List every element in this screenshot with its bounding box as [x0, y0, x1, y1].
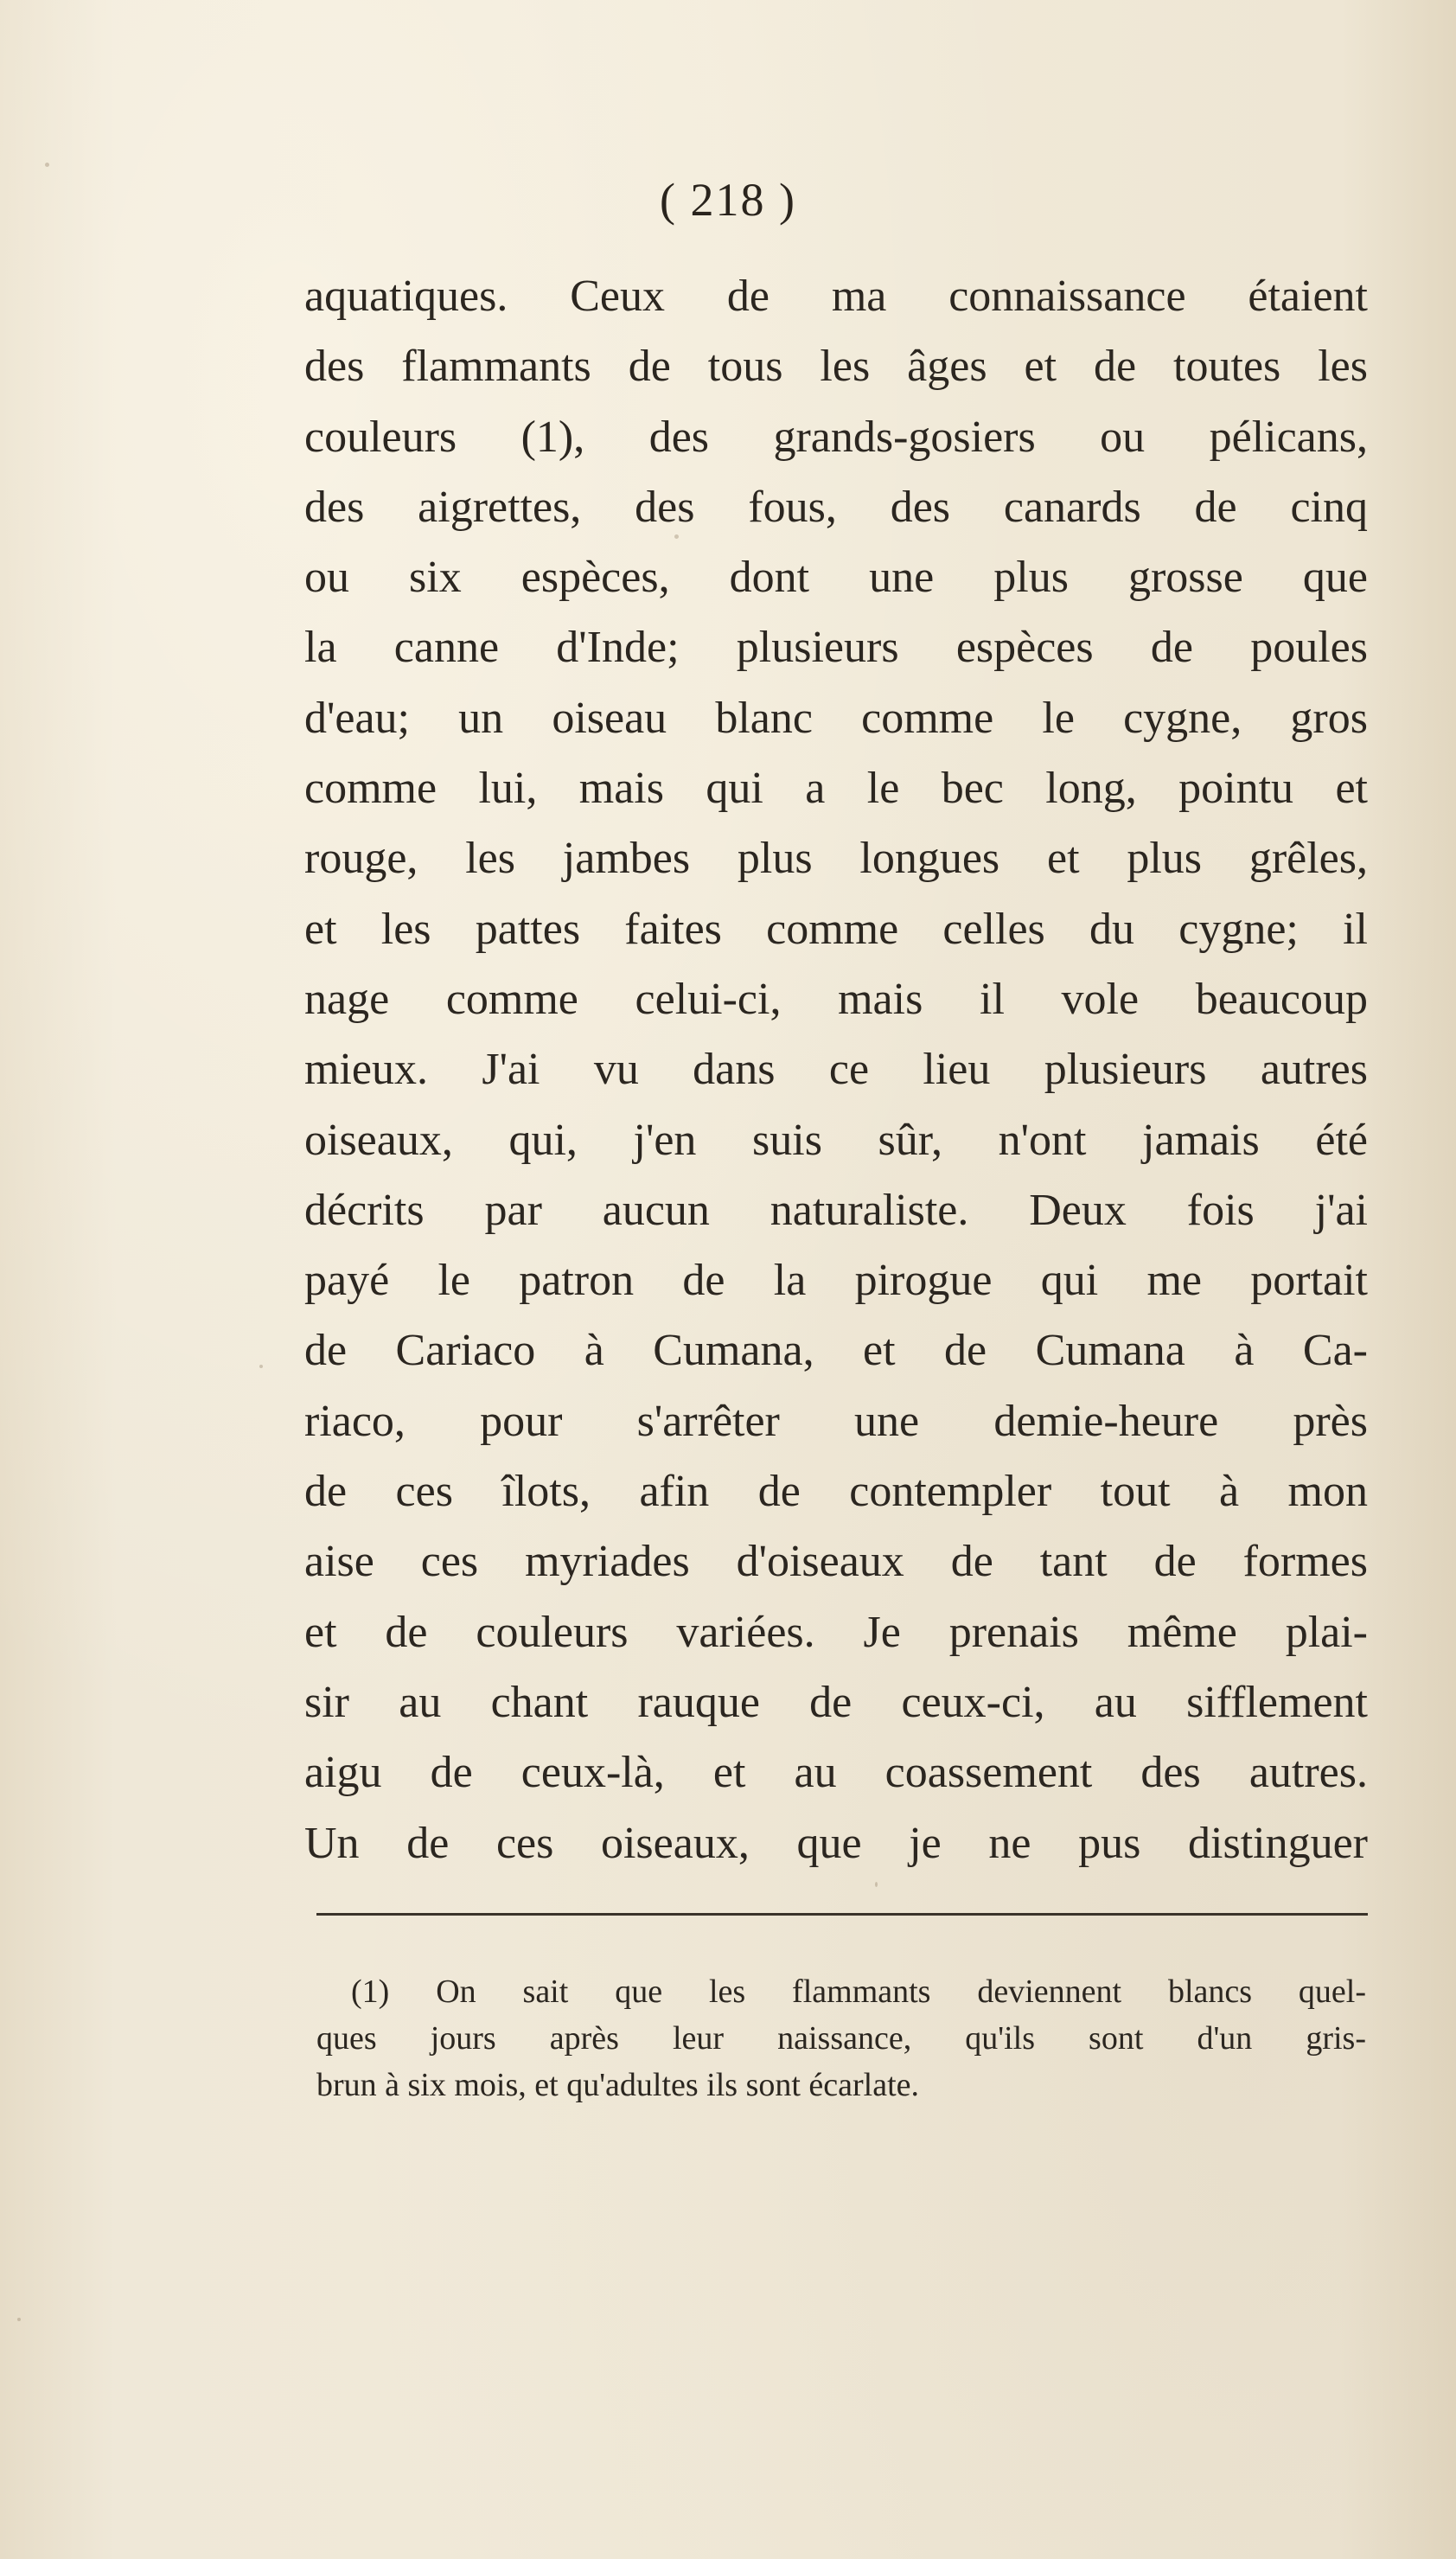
text-line: payé le patron de la pirogue qui me portait	[304, 1256, 1368, 1306]
paper-speck	[259, 1365, 263, 1368]
paper-speck	[17, 2318, 21, 2321]
footnote-line: ques jours après leur naissance, qu'ils sont d'un gris-	[316, 2020, 1366, 2057]
text-line: décrits par aucun naturaliste. Deux fois j'ai	[304, 1185, 1368, 1235]
text-line: de ces îlots, afin de contempler tout à mon	[304, 1467, 1368, 1517]
text-line: Un de ces oiseaux, que je ne pus distinguer	[304, 1818, 1368, 1868]
paper-speck	[45, 163, 49, 167]
text-line: d'eau; un oiseau blanc comme le cygne, gros	[304, 693, 1368, 743]
text-line: des aigrettes, des fous, des canards de cinq	[304, 482, 1368, 532]
text-line: et les pattes faites comme celles du cygne; il	[304, 904, 1368, 954]
text-line: comme lui, mais qui a le bec long, pointu et	[304, 764, 1368, 814]
text-line: sir au chant rauque de ceux-ci, au sifflement	[304, 1677, 1368, 1727]
text-line: aquatiques. Ceux de ma connaissance étaient	[304, 272, 1368, 321]
footnote-line: brun à six mois, et qu'adultes ils sont écarlate.	[316, 2067, 920, 2103]
text-line: mieux. J'ai vu dans ce lieu plusieurs autres	[304, 1045, 1368, 1095]
text-line: aise ces myriades d'oiseaux de tant de formes	[304, 1537, 1368, 1587]
footnote-line: (1) On sait que les flammants deviennent blancs quel-	[351, 1974, 1366, 2010]
footnote	[316, 1968, 1366, 2108]
text-line: ou six espèces, dont une plus grosse que	[304, 553, 1368, 603]
page-number: ( 218 )	[660, 174, 796, 226]
text-line: la canne d'Inde; plusieurs espèces de poules	[304, 623, 1368, 673]
paper-speck	[875, 1882, 878, 1887]
text-line: et de couleurs variées. Je prenais même plai-	[304, 1607, 1368, 1657]
text-line: de Cariaco à Cumana, et de Cumana à Ca-	[304, 1326, 1368, 1376]
text-line: oiseaux, qui, j'en suis sûr, n'ont jamais été	[304, 1115, 1368, 1165]
text-line: nage comme celui-ci, mais il vole beaucoup	[304, 974, 1368, 1024]
footnote-separator	[316, 1913, 1368, 1916]
body-text	[304, 261, 1368, 1878]
text-line: riaco, pour s'arrêter une demie-heure près	[304, 1396, 1368, 1446]
text-line: couleurs (1), des grands-gosiers ou pélicans,	[304, 412, 1368, 462]
text-line: des flammants de tous les âges et de toutes les	[304, 342, 1368, 392]
text-line: aigu de ceux-là, et au coassement des autres.	[304, 1748, 1368, 1798]
text-line: rouge, les jambes plus longues et plus grêles,	[304, 834, 1368, 884]
